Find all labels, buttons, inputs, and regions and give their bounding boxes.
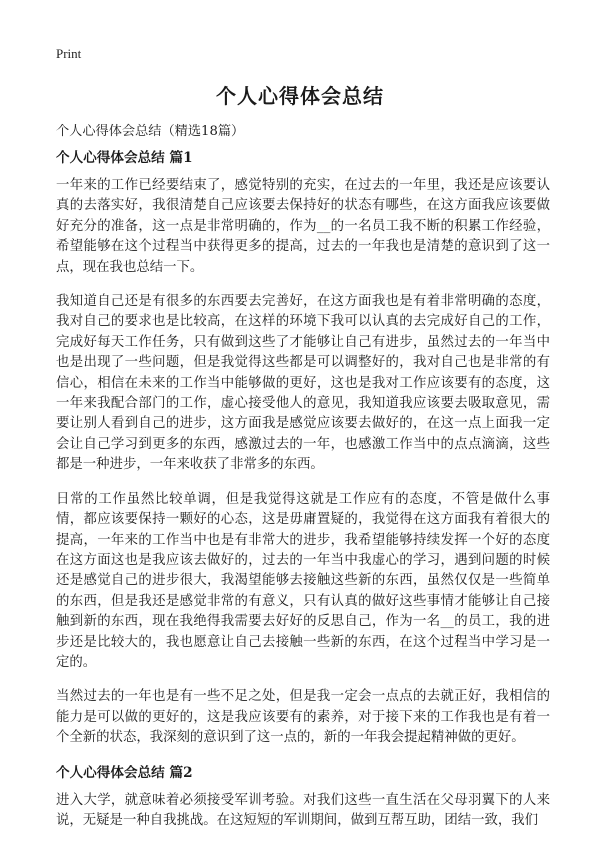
document-subtitle: 个人心得体会总结（精选18篇） [56, 124, 245, 139]
paragraph: 当然过去的一年也是有一些不足之处，但是我一定会一点点的去就正好，我相信的能力是可以做的更好的，这是我应该要有的素养，对于接下来的工作我也是有着一个全新的状态，我深刻的意识到了这一点的，新的一年我会提起精神做的更好。 [56, 689, 550, 746]
section-1 [56, 148, 550, 749]
paragraph: 一年来的工作已经要结束了，感觉特别的充实，在过去的一年里，我还是应该要认真的去落实好，我很清楚自己应该要去保持好的状态有哪些，在这方面我应该要做好充分的准备，这一点是非常明确的，作为__的一名员工我不断的积累工作经验，希望能够在这个过程当中获得更多的提高，过去的一年我也是清楚的意识到了这一点，现在我也总结一下。 [56, 178, 550, 275]
paragraph: 进入大学，就意味着必须接受军训考验。对我们这些一直生活在父母羽翼下的人来说，无疑是一种自我挑战。在这短短的军训期间，做到互帮互助，团结一致，我们 [56, 792, 550, 828]
paragraph: 日常的工作虽然比较单调，但是我觉得这就是工作应有的态度，不管是做什么事情，都应该要保持一颗好的心态，这是毋庸置疑的，我觉得在这方面我有着很大的提高，一年来的工作当中也是有非常大的进步，我希望能够持续发挥一个好的态度在这方面这也是我应该去做好的，过去的一年当中我虚心的学习，遇到问题的时候还是感觉自己的进步很大，我渴望能够去接触这些新的东西，虽然仅仅是一些简单的东西，但是我还是感觉非常的有意义，只有认真的做好这些事情才能够让自己接触到新的东西，现在我绝得我需要去好好的反思自己，作为一名__的员工，我的进步还是比较大的，我也愿意让自己去接触一些新的东西，在这个过程当中学习是一定的。 [56, 491, 550, 670]
page-title: 个人心得体会总结 [216, 84, 384, 108]
section-heading: 个人心得体会总结 篇2 [56, 764, 193, 781]
section-2 [56, 763, 550, 832]
paragraph: 我知道自己还是有很多的东西要去完善好，在这方面我也是有着非常明确的态度，我对自己的要求也是比较高，在这样的环境下我可以认真的去完成好自己的工作，完成好每天工作任务，只有做到这些了才能够让自己有进步，虽然过去的一年当中也是出现了一些问题，但是我觉得这些都是可以调整好的，我对自己也是非常的有信心，相信在未来的工作当中能够做的更好，这也是我对工作应该要有的态度，这一年来我配合部门的工作，虚心接受他人的意见，我知道我应该要去吸取意见，需要让别人看到自己的进步，这方面我是感觉应该要去做好的，在这一点上面我一定会让自己学习到更多的东西，感激过去的一年，也感激工作当中的点点滴滴，这些都是一种进步，一年来收获了非常多的东西。 [56, 294, 550, 473]
section-heading: 个人心得体会总结 篇1 [56, 150, 193, 166]
print-link[interactable]: Print [56, 46, 82, 61]
document-body [56, 148, 550, 845]
